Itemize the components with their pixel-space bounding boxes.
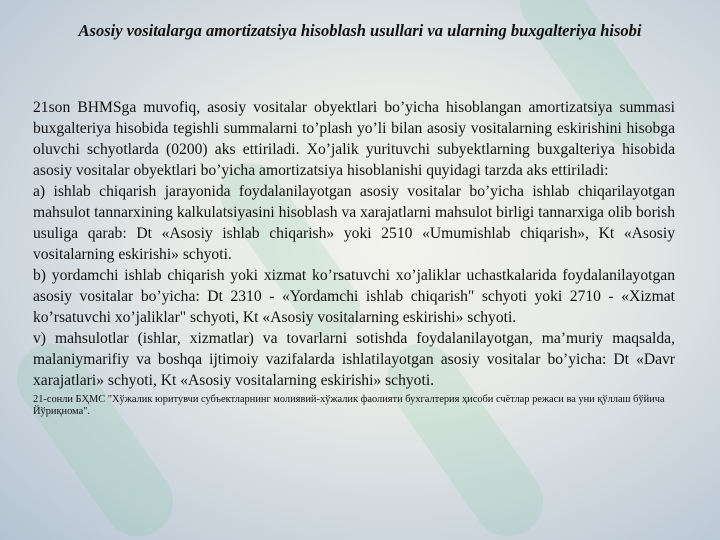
footnote: 21-сонли БҲМС "Хўжалик юритувчи субъектларнинг молиявий-хўжалик фаолияти бухгалтерия ҳисоби счётлар режаси ва уни қўллаш бўйича Йўриқнома".: [33, 394, 665, 417]
paragraph-intro: 21son BHMSga muvofiq, asosiy vositalar obyektlari bo’yicha hisoblangan amortizatsiya summasi buxgalteriya hisobida tegishli summalarni to’plash yo’li bilan asosiy vositalarning eskirishini hisobga oluvchi schyotlarda (0200) aks ettiriladi. Xo’jalik yurituvchi subyektlarning buxgalteriya hisobida asosiy vositalar obyektlari bo’yicha amortizatsiya hisoblanishi quyidagi tarzda aks ettiriladi:: [33, 99, 675, 179]
paragraph-a: a) ishlab chiqarish jarayonida foydalanilayotgan asosiy vositalar bo’yicha ishlab chiqarilayotgan mahsulot tannarxining kalkulatsiyasini hisoblash va xarajatlarni mahsulot birligi tannarxiga olib borish usuliga qarab: Dt «Asosiy ishlab chiqarish» yoki 2510 «Umumishlab chiqarish», Kt «Asosiy vositalarning eskirishi» schyoti.: [33, 183, 675, 263]
paragraph-v: v) mahsulotlar (ishlar, xizmatlar) va tovarlarni sotishda foydalanilayotgan, ma’muriy maqsalda, malaniymarifiy va boshqa ijtimoiy vazifalarda ishlatilayotgan asosiy vositalar bo’yicha: Dt «Davr xarajatlari» schyoti, Kt «Asosiy vositalarning eskirishi» schyoti.: [33, 330, 675, 389]
slide-title: Asosiy vositalarga amortizatsiya hisoblash usullari va ularning buxgalteriya hisobi: [78, 21, 642, 40]
slide-body: [33, 97, 675, 418]
paragraph-b: b) yordamchi ishlab chiqarish yoki xizmat ko’rsatuvchi xo’jaliklar uchastkalarida foydalanilayotgan asosiy vositalar bo’yicha: Dt 2310 - «Yordamchi ishlab chiqarish" schyoti yoki 2710 - «Xizmat ko’rsatuvchi xo’jaliklar" schyoti, Kt «Asosiy vositalarning eskirishi» schyoti.: [33, 267, 675, 326]
